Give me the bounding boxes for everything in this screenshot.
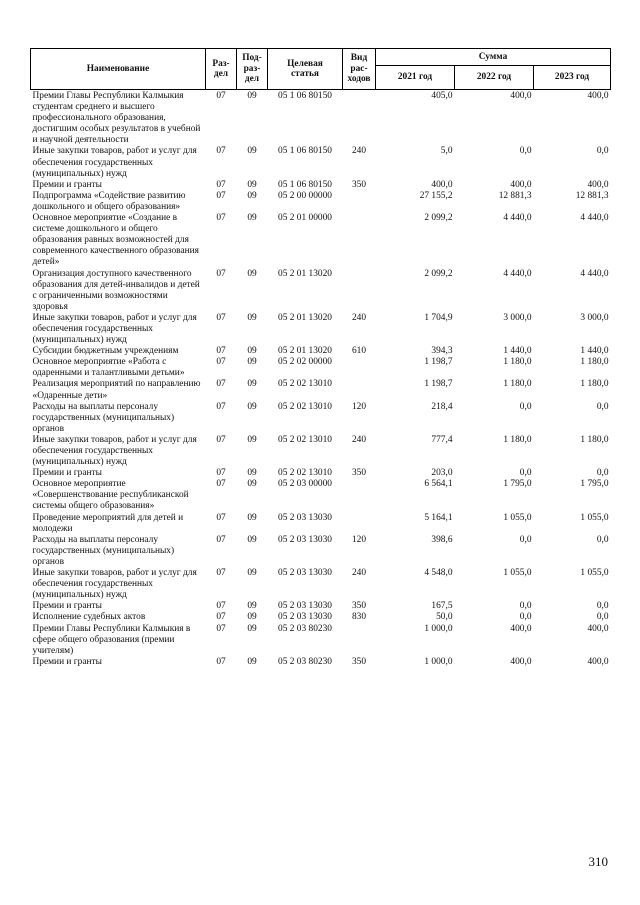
row-sum-2022: 0,0 xyxy=(519,534,532,545)
row-sum-2022: 1 180,0 xyxy=(503,379,532,390)
row-sum-2022: 4 440,0 xyxy=(503,213,532,224)
row-expense-type: 350 xyxy=(351,656,367,667)
table-header xyxy=(31,49,611,90)
row-expense-type xyxy=(343,90,376,147)
row-name: Премии Главы Республики Калмыкия студентам среднего и высшего профессионального образования, достигшим особых результатов в учебной и научной деятельности xyxy=(32,91,201,146)
row-podrazdel: 09 xyxy=(247,623,257,634)
row-expense-type xyxy=(343,379,376,401)
row-expense-type xyxy=(343,357,376,379)
row-sum-2021: 405,0 xyxy=(431,91,453,101)
row-name: Иные закупки товаров, работ и услуг для обеспечения государственных (муниципальных) нужд xyxy=(32,568,197,601)
header-target-article: Целевая статья xyxy=(268,49,343,90)
row-sum-2023: 400,0 xyxy=(587,623,609,634)
row-sum-2022: 1 180,0 xyxy=(503,357,532,368)
row-sum-2023: 1 440,0 xyxy=(580,346,609,357)
row-sum-2022: 1 795,0 xyxy=(503,479,532,490)
row-sum-2023: 4 440,0 xyxy=(580,213,609,224)
row-target-article: 05 2 03 13030 xyxy=(278,568,332,579)
row-name: Премии и гранты xyxy=(32,179,102,190)
row-sum-2023: 0,0 xyxy=(596,601,609,612)
row-name: Премии и гранты xyxy=(32,601,102,612)
row-name: Премии и гранты xyxy=(32,468,102,479)
row-expense-type: 610 xyxy=(351,346,367,357)
row-sum-2021: 203,0 xyxy=(431,468,453,479)
table-row xyxy=(31,468,611,479)
row-sum-2022: 4 440,0 xyxy=(503,268,532,279)
row-podrazdel: 09 xyxy=(247,213,257,224)
table-row xyxy=(31,379,611,401)
row-name: Основное мероприятие «Создание в системе дошкольного и общего образования равных возможностей для современного качественного образования детей» xyxy=(32,213,199,268)
row-sum-2022: 1 440,0 xyxy=(503,346,532,357)
row-target-article: 05 2 02 00000 xyxy=(278,357,332,368)
row-sum-2022: 400,0 xyxy=(510,91,532,101)
row-expense-type: 350 xyxy=(351,179,367,190)
row-razdel: 07 xyxy=(216,601,226,612)
row-target-article: 05 2 03 80230 xyxy=(278,623,332,634)
row-razdel: 07 xyxy=(216,91,226,101)
row-sum-2023: 400,0 xyxy=(587,91,609,101)
row-sum-2021: 400,0 xyxy=(431,179,453,190)
row-sum-2021: 167,5 xyxy=(431,601,453,612)
row-sum-2022: 0,0 xyxy=(519,468,532,479)
row-expense-type: 350 xyxy=(351,601,367,612)
row-sum-2021: 398,6 xyxy=(431,534,453,545)
row-sum-2022: 400,0 xyxy=(510,656,532,667)
row-sum-2021: 1 704,9 xyxy=(424,312,453,323)
row-sum-2022: 0,0 xyxy=(519,601,532,612)
row-razdel: 07 xyxy=(216,312,226,323)
row-expense-type xyxy=(343,191,376,213)
row-sum-2023: 400,0 xyxy=(587,179,609,190)
row-sum-2023: 400,0 xyxy=(587,656,609,667)
row-sum-2022: 1 180,0 xyxy=(503,434,532,445)
row-expense-type: 240 xyxy=(351,312,367,323)
row-target-article: 05 2 00 00000 xyxy=(278,190,332,201)
row-target-article: 05 2 03 13030 xyxy=(278,534,332,545)
row-sum-2022: 0,0 xyxy=(519,612,532,623)
table-row xyxy=(31,513,611,535)
table-row xyxy=(31,191,611,213)
header-name: Наименование xyxy=(31,49,206,90)
row-target-article: 05 2 03 13030 xyxy=(278,612,332,623)
header-sum: Сумма xyxy=(376,49,611,66)
row-podrazdel: 09 xyxy=(247,179,257,190)
row-podrazdel: 09 xyxy=(247,357,257,368)
row-target-article: 05 2 03 80230 xyxy=(278,656,332,667)
row-name: Реализация мероприятий по направлению «Одаренные дети» xyxy=(32,379,201,401)
header-year-2022: 2022 год xyxy=(455,66,534,90)
row-sum-2022: 400,0 xyxy=(510,179,532,190)
row-razdel: 07 xyxy=(216,568,226,579)
row-podrazdel: 09 xyxy=(247,268,257,279)
row-target-article: 05 2 02 13010 xyxy=(278,468,332,479)
row-razdel: 07 xyxy=(216,656,226,667)
row-razdel: 07 xyxy=(216,346,226,357)
row-target-article: 05 1 06 80150 xyxy=(278,91,332,101)
row-target-article: 05 2 03 13030 xyxy=(278,512,332,523)
row-expense-type xyxy=(343,213,376,268)
table-row xyxy=(31,213,611,268)
table-row xyxy=(31,146,611,179)
row-expense-type: 240 xyxy=(351,434,367,445)
row-sum-2021: 2 099,2 xyxy=(424,268,453,279)
budget-table xyxy=(30,48,611,668)
table-row xyxy=(31,479,611,512)
row-expense-type: 240 xyxy=(351,146,367,157)
row-expense-type: 830 xyxy=(351,612,367,623)
row-expense-type: 120 xyxy=(351,401,367,412)
row-razdel: 07 xyxy=(216,434,226,445)
row-sum-2023: 1 180,0 xyxy=(580,379,609,390)
row-razdel: 07 xyxy=(216,213,226,224)
row-name: Субсидии бюджетным учреждениям xyxy=(32,346,179,357)
row-podrazdel: 09 xyxy=(247,401,257,412)
row-sum-2023: 3 000,0 xyxy=(580,312,609,323)
row-podrazdel: 09 xyxy=(247,656,257,667)
row-name: Проведение мероприятий для детей и молодежи xyxy=(32,512,184,534)
row-razdel: 07 xyxy=(216,512,226,523)
row-podrazdel: 09 xyxy=(247,346,257,357)
table-row xyxy=(31,657,611,668)
table-row xyxy=(31,357,611,379)
row-razdel: 07 xyxy=(216,379,226,390)
row-target-article: 05 2 01 13020 xyxy=(278,346,332,357)
header-year-2023: 2023 год xyxy=(534,66,611,90)
table-body xyxy=(31,90,611,668)
row-podrazdel: 09 xyxy=(247,434,257,445)
row-podrazdel: 09 xyxy=(247,468,257,479)
row-sum-2021: 1 198,7 xyxy=(424,379,453,390)
row-sum-2021: 1 000,0 xyxy=(424,623,453,634)
row-sum-2023: 0,0 xyxy=(596,468,609,479)
row-sum-2021: 1 198,7 xyxy=(424,357,453,368)
table-row xyxy=(31,568,611,601)
row-sum-2023: 1 180,0 xyxy=(580,357,609,368)
row-podrazdel: 09 xyxy=(247,568,257,579)
row-target-article: 05 2 01 13020 xyxy=(278,268,332,279)
row-name: Подпрограмма «Содействие развитию дошкольного и общего образования» xyxy=(32,190,186,212)
row-sum-2021: 5 164,1 xyxy=(424,512,453,523)
row-name: Премии Главы Республики Калмыкия в сфере общего образования (премии учителям) xyxy=(32,623,191,656)
row-sum-2023: 0,0 xyxy=(596,146,609,157)
row-sum-2021: 218,4 xyxy=(431,401,453,412)
row-podrazdel: 09 xyxy=(247,312,257,323)
table-row xyxy=(31,612,611,623)
row-name: Расходы на выплаты персоналу государственных (муниципальных) органов xyxy=(32,534,175,567)
row-podrazdel: 09 xyxy=(247,379,257,390)
row-sum-2022: 1 055,0 xyxy=(503,512,532,523)
row-sum-2023: 4 440,0 xyxy=(580,268,609,279)
row-sum-2021: 27 155,2 xyxy=(419,190,453,201)
row-razdel: 07 xyxy=(216,179,226,190)
row-sum-2022: 400,0 xyxy=(510,623,532,634)
header-year-2021: 2021 год xyxy=(376,66,455,90)
row-expense-type xyxy=(343,624,376,657)
row-sum-2023: 1 055,0 xyxy=(580,568,609,579)
row-sum-2021: 1 000,0 xyxy=(424,656,453,667)
row-podrazdel: 09 xyxy=(247,601,257,612)
row-target-article: 05 2 03 13030 xyxy=(278,601,332,612)
row-target-article: 05 2 02 13010 xyxy=(278,401,332,412)
row-razdel: 07 xyxy=(216,357,226,368)
table-row xyxy=(31,402,611,435)
row-sum-2021: 50,0 xyxy=(436,612,453,623)
row-sum-2021: 5,0 xyxy=(440,146,453,157)
row-target-article: 05 1 06 80150 xyxy=(278,146,332,157)
row-name: Иные закупки товаров, работ и услуг для обеспечения государственных (муниципальных) нужд xyxy=(32,434,197,468)
row-sum-2021: 777,4 xyxy=(431,434,453,445)
row-name: Иные закупки товаров, работ и услуг для обеспечения государственных (муниципальных) нужд xyxy=(32,312,197,346)
table-row xyxy=(31,180,611,191)
row-sum-2023: 0,0 xyxy=(596,401,609,412)
row-sum-2022: 1 055,0 xyxy=(503,568,532,579)
row-razdel: 07 xyxy=(216,401,226,412)
row-sum-2023: 12 881,3 xyxy=(575,190,609,201)
row-sum-2021: 6 564,1 xyxy=(424,479,453,490)
row-name: Премии и гранты xyxy=(32,656,102,667)
row-sum-2021: 394,3 xyxy=(431,346,453,357)
row-razdel: 07 xyxy=(216,268,226,279)
table-row xyxy=(31,624,611,657)
header-razdel: Раз- дел xyxy=(206,49,237,90)
row-sum-2022: 12 881,3 xyxy=(498,190,532,201)
row-name: Иные закупки товаров, работ и услуг для обеспечения государственных (муниципальных) нужд xyxy=(32,146,197,179)
row-target-article: 05 2 02 13010 xyxy=(278,434,332,445)
row-expense-type xyxy=(343,513,376,535)
page-number: 310 xyxy=(588,854,608,869)
row-podrazdel: 09 xyxy=(247,91,257,101)
table-row xyxy=(31,435,611,468)
table-row xyxy=(31,535,611,568)
table-row xyxy=(31,269,611,313)
row-sum-2023: 1 055,0 xyxy=(580,512,609,523)
row-sum-2023: 1 180,0 xyxy=(580,434,609,445)
row-sum-2023: 1 795,0 xyxy=(580,479,609,490)
row-sum-2023: 0,0 xyxy=(596,534,609,545)
row-podrazdel: 09 xyxy=(247,479,257,490)
header-expense-type: Вид рас- ходов xyxy=(343,49,376,90)
row-podrazdel: 09 xyxy=(247,146,257,157)
row-name: Основное мероприятие «Совершенствование республиканской системы общего образования» xyxy=(32,479,189,512)
row-podrazdel: 09 xyxy=(247,612,257,623)
row-expense-type: 120 xyxy=(351,534,367,545)
row-target-article: 05 2 01 00000 xyxy=(278,213,332,224)
row-target-article: 05 1 06 80150 xyxy=(278,179,332,190)
row-expense-type xyxy=(343,269,376,313)
row-razdel: 07 xyxy=(216,612,226,623)
row-podrazdel: 09 xyxy=(247,190,257,201)
header-podrazdel: Под- раз- дел xyxy=(237,49,268,90)
table-row xyxy=(31,313,611,346)
row-target-article: 05 2 02 13010 xyxy=(278,379,332,390)
row-podrazdel: 09 xyxy=(247,534,257,545)
row-name: Расходы на выплаты персоналу государственных (муниципальных) органов xyxy=(32,401,175,434)
row-razdel: 07 xyxy=(216,534,226,545)
row-sum-2022: 3 000,0 xyxy=(503,312,532,323)
row-sum-2022: 0,0 xyxy=(519,146,532,157)
row-sum-2021: 2 099,2 xyxy=(424,213,453,224)
table-row xyxy=(31,601,611,612)
row-expense-type: 240 xyxy=(351,568,367,579)
row-razdel: 07 xyxy=(216,623,226,634)
row-name: Исполнение судебных актов xyxy=(32,612,146,623)
row-podrazdel: 09 xyxy=(247,512,257,523)
table-row xyxy=(31,346,611,357)
row-razdel: 07 xyxy=(216,146,226,157)
row-expense-type: 350 xyxy=(351,468,367,479)
table-row xyxy=(31,90,611,147)
row-razdel: 07 xyxy=(216,190,226,201)
row-name: Основное мероприятие «Работа с одаренными и талантливыми детьми» xyxy=(32,357,185,379)
row-sum-2023: 0,0 xyxy=(596,612,609,623)
row-razdel: 07 xyxy=(216,479,226,490)
row-sum-2022: 0,0 xyxy=(519,401,532,412)
row-expense-type xyxy=(343,479,376,512)
row-sum-2021: 4 548,0 xyxy=(424,568,453,579)
row-target-article: 05 2 01 13020 xyxy=(278,312,332,323)
row-razdel: 07 xyxy=(216,468,226,479)
row-target-article: 05 2 03 00000 xyxy=(278,479,332,490)
row-name: Организация доступного качественного образования для детей-инвалидов и детей с ограниченными возможностями здоровья xyxy=(32,268,200,312)
document-page xyxy=(30,48,610,668)
